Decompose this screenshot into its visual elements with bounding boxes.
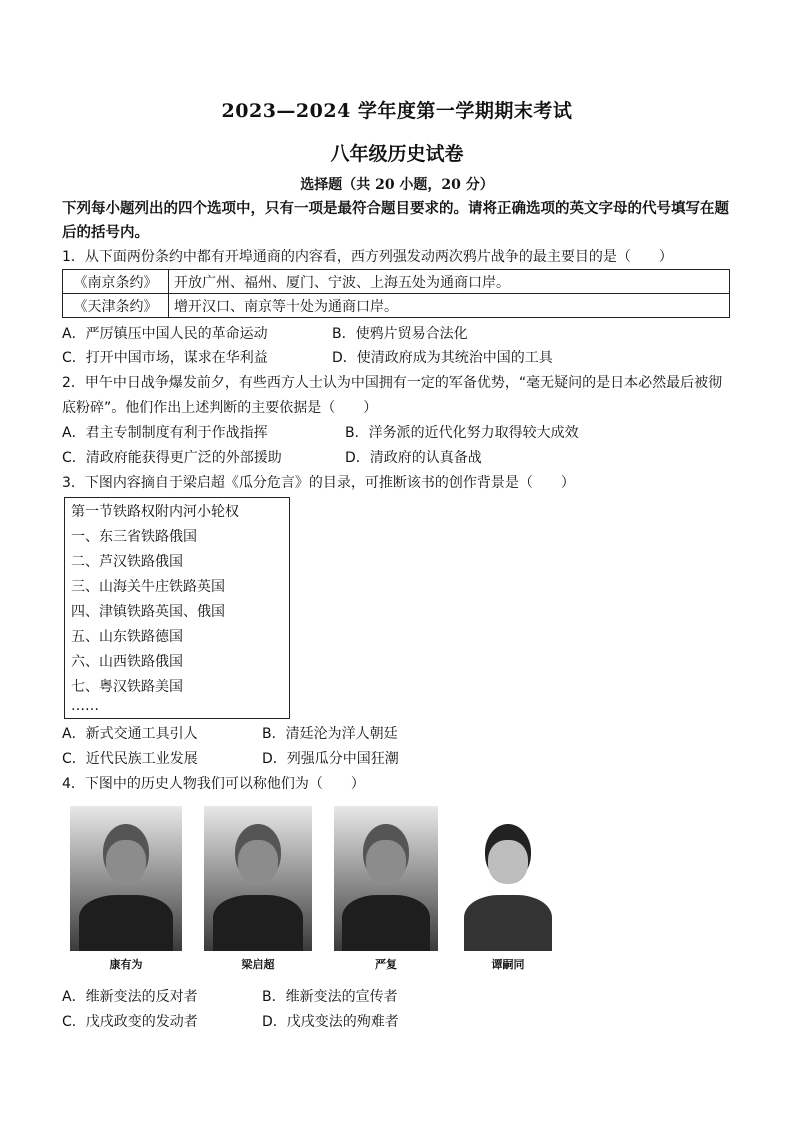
q1-treaty-table: [62, 269, 730, 318]
section-heading: 选择题（共 20 小题，20 分）: [300, 177, 494, 193]
portrait-photo: [204, 806, 312, 951]
q4-option-b: B．维新变法的宣传者: [262, 989, 398, 1005]
q2-stem-line1: 2．甲午中日战争爆发前夕，有些西方人士认为中国拥有一定的军备优势，“毫无疑问的是日本必然最后被彻: [62, 375, 723, 391]
treaty-name: 《南京条约》: [63, 270, 169, 294]
portrait-photo: [70, 806, 182, 951]
toc-line: 三、山海关牛庄铁路英国: [71, 579, 225, 595]
portrait-caption: 梁启超: [241, 958, 275, 971]
q3-option-d: D．列强瓜分中国狂潮: [262, 751, 399, 767]
toc-line: 四、津镇铁路英国、俄国: [71, 604, 225, 620]
toc-line: 二、芦汉铁路俄国: [71, 554, 183, 570]
instructions: 下列每小题列出的四个选项中，只有一项是最符合题目要求的。请将正确选项的英文字母的代号填写在题后的括号内。: [62, 200, 729, 241]
q3-stem: 3．下图内容摘自于梁启超《瓜分危言》的目录，可推断该书的创作背景是（ ）: [62, 475, 575, 491]
toc-line: ……: [71, 698, 99, 714]
q1-option-c: C．打开中国市场，谋求在华利益: [62, 350, 268, 366]
q1-option-b: B．使鸦片贸易合法化: [332, 326, 468, 342]
q3-option-b: B．清廷沦为洋人朝廷: [262, 726, 398, 742]
toc-line: 七、粤汉铁路美国: [71, 679, 183, 695]
q4-option-c: C．戊戌政变的发动者: [62, 1014, 198, 1030]
portrait-photo: [456, 806, 560, 951]
q1-option-d: D．使清政府成为其统治中国的工具: [332, 350, 553, 366]
q3-table-of-contents: [64, 497, 290, 719]
treaty-name: 《天津条约》: [63, 294, 169, 318]
exam-subtitle: 八年级历史试卷: [330, 143, 464, 165]
q4-option-d: D．戊戌变法的殉难者: [262, 1014, 399, 1030]
table-row: [63, 294, 730, 318]
toc-line: 六、山西铁路俄国: [71, 654, 183, 670]
q3-option-a: A．新式交通工具引人: [62, 726, 198, 742]
table-row: [63, 270, 730, 294]
q2-option-a: A．君主专制制度有利于作战指挥: [62, 425, 268, 441]
q3-option-c: C．近代民族工业发展: [62, 751, 198, 767]
q2-option-c: C．清政府能获得更广泛的外部援助: [62, 450, 282, 466]
toc-line: 一、东三省铁路俄国: [71, 529, 197, 545]
portrait-caption: 谭嗣同: [491, 958, 525, 971]
toc-line: 五、山东铁路德国: [71, 629, 183, 645]
treaty-content: 开放广州、福州、厦门、宁波、上海五处为通商口岸。: [169, 270, 730, 294]
q2-option-b: B．洋务派的近代化努力取得较大成效: [345, 425, 579, 441]
portrait-caption: 康有为: [109, 958, 143, 971]
treaty-content: 增开汉口、南京等十处为通商口岸。: [169, 294, 730, 318]
portrait-photo: [334, 806, 438, 951]
q1-stem: 1．从下面两份条约中都有开埠通商的内容看，西方列强发动两次鸦片战争的最主要目的是（ ）: [62, 249, 673, 265]
q1-option-a: A．严厉镇压中国人民的革命运动: [62, 326, 268, 342]
portrait-caption: 严复: [375, 958, 397, 971]
exam-title: 2023—2024 学年度第一学期期末考试: [221, 100, 573, 122]
toc-line: 第一节铁路权附内河小轮权: [71, 504, 239, 520]
q2-option-d: D．清政府的认真备战: [345, 450, 482, 466]
q4-option-a: A．维新变法的反对者: [62, 989, 198, 1005]
q4-portraits: [66, 806, 586, 976]
q4-stem: 4．下图中的历史人物我们可以称他们为（ ）: [62, 776, 365, 792]
q2-stem-line2: 底粉碎”。他们作出上述判断的主要依据是（ ）: [62, 400, 378, 416]
